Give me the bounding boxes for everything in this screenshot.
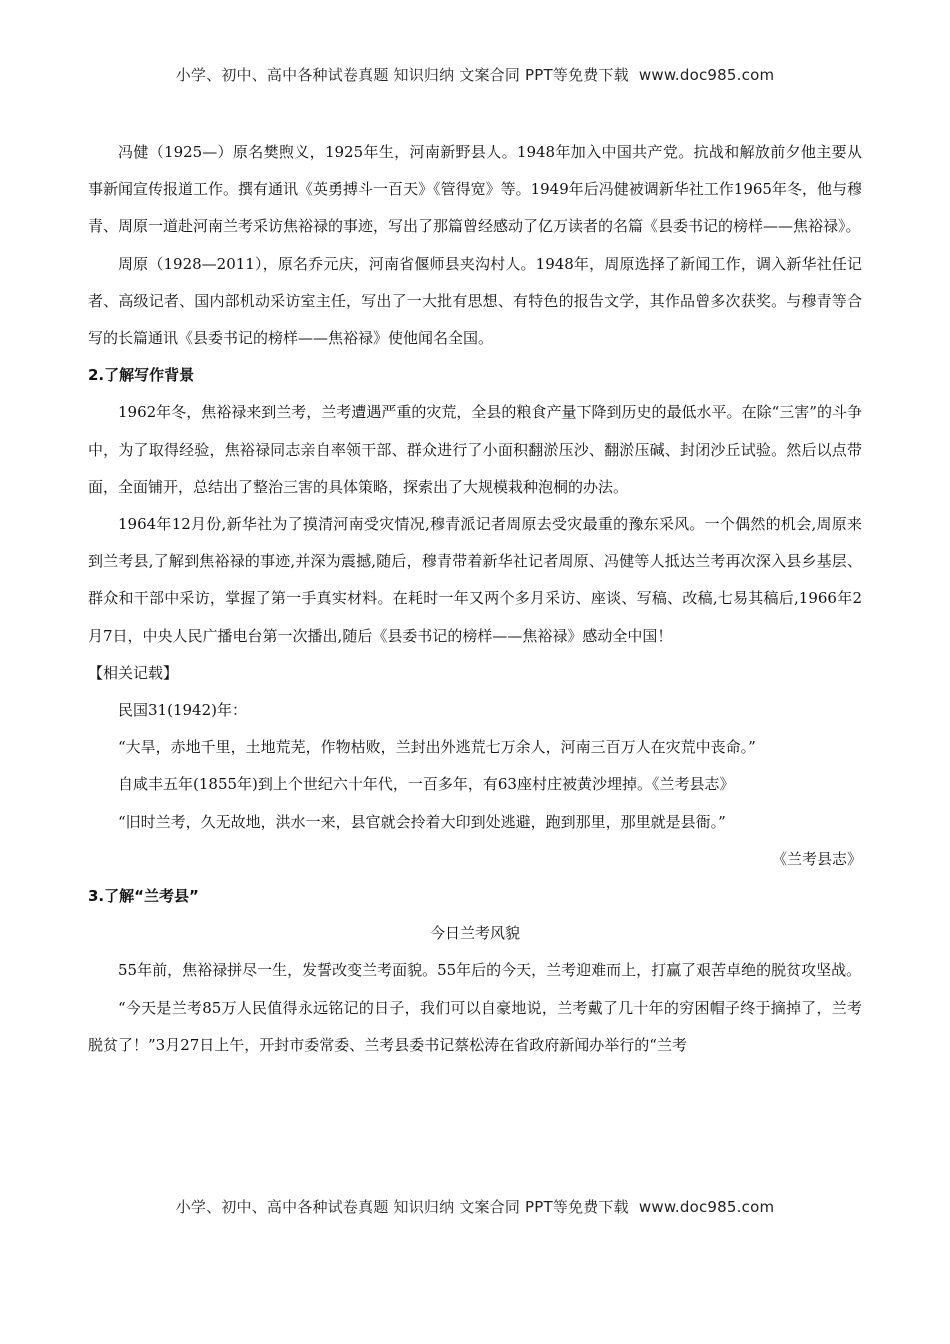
paragraph-today: “今天是兰考85万人民值得永远铭记的日子，我们可以自豪地说，兰考戴了几十年的穷困帽子终于摘掉了，兰考脱贫了！”3月27日上午，开封市委常委、兰考县委书记蔡松涛在省政府新闻办举行的“兰考 [88, 998, 862, 1054]
paragraph-zhou-yuan: 周原（1928—2011），原名乔元庆，河南省偃师县夹沟村人。1948年，周原选择了新闻工作，调入新华社任记者、高级记者、国内部机动采访室主任，写出了一大批有思想、有特色的报告文学，其作品曾多次获奖。与穆青等合写的长篇通讯《县委书记的榜样——焦裕禄》使他闻名全国。 [88, 254, 862, 348]
paragraph-feng-jian: 冯健（1925—）原名樊煦义，1925年生，河南新野县人。1948年加入中国共产党。抗战和解放前夕他主要从事新闻宣传报道工作。撰有通讯《英勇搏斗一百天》《管得宽》等。1949年后冯健被调新华社工作1965年冬，他与穆青、周原一道赴河南兰考采访焦裕禄的事迹，写出了那篇曾经感动了亿万读者的名篇《县委书记的榜样——焦裕禄》。 [88, 143, 862, 236]
section-2-title: 2.了解写作背景 [88, 366, 195, 385]
paragraph-55-years: 55年前，焦裕禄拼尽一生，发誓改变兰考面貌。55年后的今天，兰考迎难而上，打赢了艰苦卓绝的脱贫攻坚战。 [118, 961, 862, 980]
record-quote-2: “旧时兰考，久无故地，洪水一来，县官就会拎着大印到处逃避，跑到那里，那里就是县衙。” [118, 812, 726, 831]
subtitle: 今日兰考风貌 [429, 924, 520, 943]
paragraph-1962: 1962年冬，焦裕禄来到兰考，兰考遭遇严重的灾荒，全县的粮食产量下降到历史的最低水平。在除“三害”的斗争中，为了取得经验，焦裕禄同志亲自率领干部、群众进行了小面积翻淤压沙、翻淤压碱、封闭沙丘试验。然后以点带面，全面铺开，总结出了整治三害的具体策略，探索出了大规模栽种泡桐的办法。 [88, 403, 862, 496]
record-year: 民国31(1942)年： [118, 701, 247, 720]
page-header [0, 64, 950, 85]
page-footer [0, 1196, 950, 1217]
record-1855: 自咸丰五年(1855年)到上个世纪六十年代，一百多年，有63座村庄被黄沙埋掉。《兰考县志》 [118, 775, 735, 794]
header-text: 小学、初中、高中各种试卷真题 知识归纳 文案合同 PPT等免费下载 [175, 66, 629, 84]
section-3-title: 3.了解“兰考县” [88, 887, 199, 906]
document-body [88, 134, 862, 1064]
footer-text: 小学、初中、高中各种试卷真题 知识归纳 文案合同 PPT等免费下载 [175, 1198, 629, 1216]
records-label: 【相关记载】 [88, 663, 179, 682]
header-url[interactable]: www.doc985.com [638, 66, 775, 84]
record-source: 《兰考县志》 [771, 849, 862, 868]
paragraph-1964: 1964年12月份,新华社为了摸清河南受灾情况,穆青派记者周原去受灾最重的豫东采风。一个偶然的机会,周原来到兰考县,了解到焦裕禄的事迹,并深为震撼,随后，穆青带着新华社记者周原、冯健等人抵达兰考再次深入县乡基层、群众和干部中采访，掌握了第一手真实材料。在耗时一年又两个多月采访、座谈、写稿、改稿,七易其稿后,1966年2月7日，中央人民广播电台第一次播出,随后《县委书记的榜样——焦裕禄》感动全中国！ [88, 515, 862, 645]
record-quote-1: “大旱，赤地千里，土地荒芜，作物枯败，兰封出外逃荒七万余人，河南三百万人在灾荒中丧命。” [118, 738, 756, 757]
footer-url[interactable]: www.doc985.com [638, 1198, 775, 1216]
